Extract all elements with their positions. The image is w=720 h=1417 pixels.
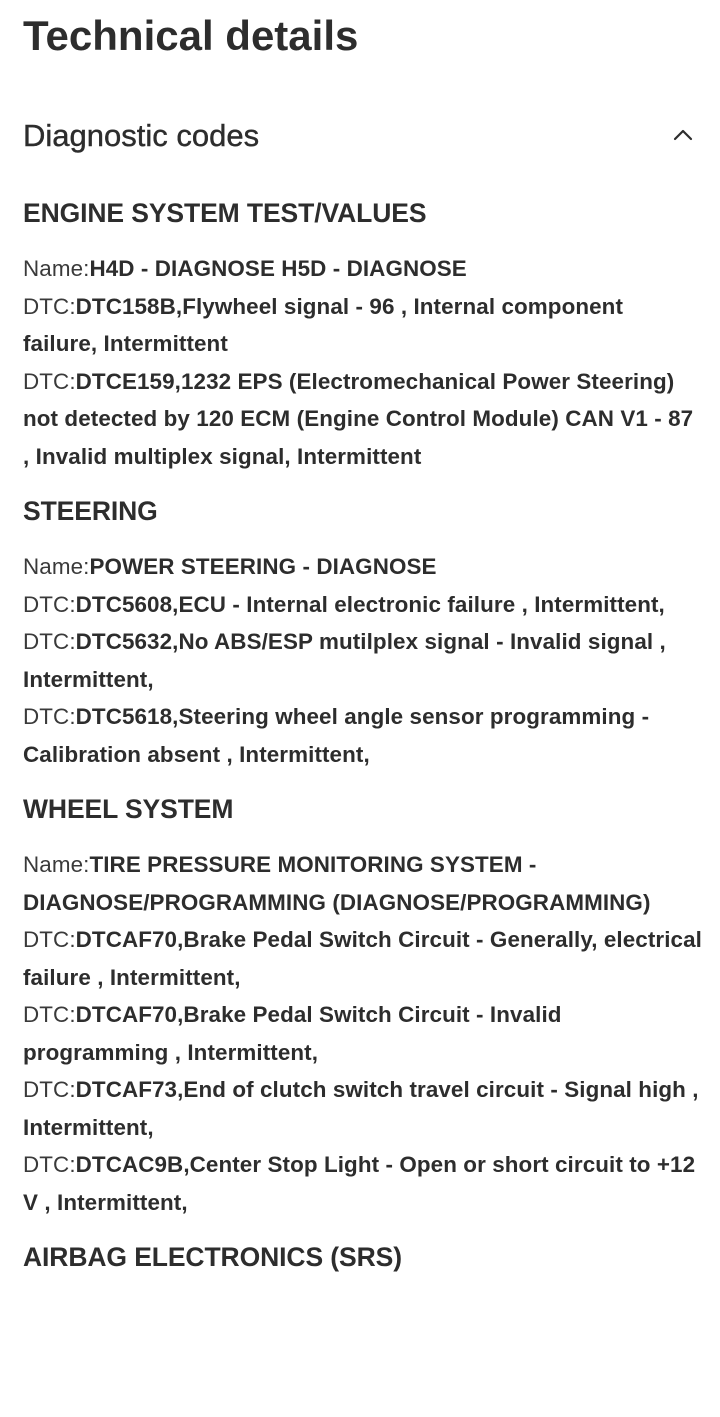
- entry-label: DTC:: [23, 927, 76, 952]
- entry-label: DTC:: [23, 629, 76, 654]
- entry-value: DTCAF70,Brake Pedal Switch Circuit - Invalid programming , Intermittent,: [23, 1002, 562, 1065]
- module-name-entry: [23, 250, 703, 288]
- diagnostic-codes-accordion-toggle[interactable]: [0, 108, 720, 164]
- dtc-entry: [23, 623, 703, 698]
- entry-value: TIRE PRESSURE MONITORING SYSTEM - DIAGNOSE/PROGRAMMING (DIAGNOSE/PROGRAMMING): [23, 852, 651, 915]
- dtc-entry: [23, 1146, 703, 1221]
- entry-label: DTC:: [23, 293, 76, 319]
- entry-value: H4D - DIAGNOSE H5D - DIAGNOSE: [89, 256, 467, 281]
- entry-value: DTCAF73,End of clutch switch travel circuit - Signal high , Intermittent,: [23, 1077, 699, 1140]
- dtc-entry: [23, 698, 703, 773]
- entry-value: DTC158B,Flywheel signal - 96 , Internal component failure, Intermittent: [23, 293, 624, 356]
- entry-label: DTC:: [23, 368, 76, 394]
- diagnostic-section: [23, 490, 703, 773]
- dtc-entry: [23, 586, 703, 624]
- section-entries: [23, 548, 703, 773]
- chevron-up-icon[interactable]: [670, 122, 696, 148]
- diagnostic-section: [23, 1236, 703, 1278]
- page-title: Technical details: [23, 12, 359, 59]
- entry-label: DTC:: [23, 591, 76, 617]
- module-name-entry: [23, 548, 703, 586]
- module-name-entry: [23, 846, 703, 921]
- section-entries: [23, 846, 703, 1221]
- entry-label: DTC:: [23, 1077, 76, 1102]
- diagnostic-section: [23, 788, 703, 1221]
- entry-value: POWER STEERING - DIAGNOSE: [89, 554, 437, 579]
- entry-label: Name:: [23, 554, 90, 579]
- entry-label: Name:: [23, 256, 90, 281]
- section-title: STEERING: [23, 496, 158, 526]
- dtc-entry: [23, 996, 703, 1071]
- dtc-entry: [23, 363, 703, 476]
- entry-label: Name:: [23, 852, 90, 877]
- diagnostic-section: [23, 192, 703, 475]
- dtc-entry: [23, 288, 703, 363]
- entry-value: DTC5608,ECU - Internal electronic failure , Intermittent,: [75, 591, 665, 617]
- section-title: ENGINE SYSTEM TEST/VALUES: [23, 198, 427, 228]
- dtc-entry: [23, 921, 703, 996]
- diagnostic-codes-content: [23, 192, 703, 1293]
- entry-value: DTC5618,Steering wheel angle sensor programming - Calibration absent , Intermittent,: [23, 704, 650, 767]
- dtc-entry: [23, 1071, 703, 1146]
- entry-value: DTC5632,No ABS/ESP mutilplex signal - Invalid signal , Intermittent,: [23, 629, 666, 692]
- entry-value: DTCAC9B,Center Stop Light - Open or short circuit to +12 V , Intermittent,: [23, 1152, 696, 1215]
- entry-value: DTCAF70,Brake Pedal Switch Circuit - Generally, electrical failure , Intermittent,: [23, 927, 702, 990]
- section-title: WHEEL SYSTEM: [23, 794, 234, 824]
- accordion-title: Diagnostic codes: [23, 118, 260, 153]
- section-entries: [23, 250, 703, 475]
- section-title: AIRBAG ELECTRONICS (SRS): [23, 1242, 402, 1272]
- entry-label: DTC:: [23, 704, 76, 729]
- entry-value: DTCE159,1232 EPS (Electromechanical Power Steering) not detected by 120 ECM (Engine Control Module) CAN V1 - 87 , Invalid multiplex signal, Intermittent: [23, 368, 694, 469]
- entry-label: DTC:: [23, 1152, 76, 1177]
- entry-label: DTC:: [23, 1002, 76, 1027]
